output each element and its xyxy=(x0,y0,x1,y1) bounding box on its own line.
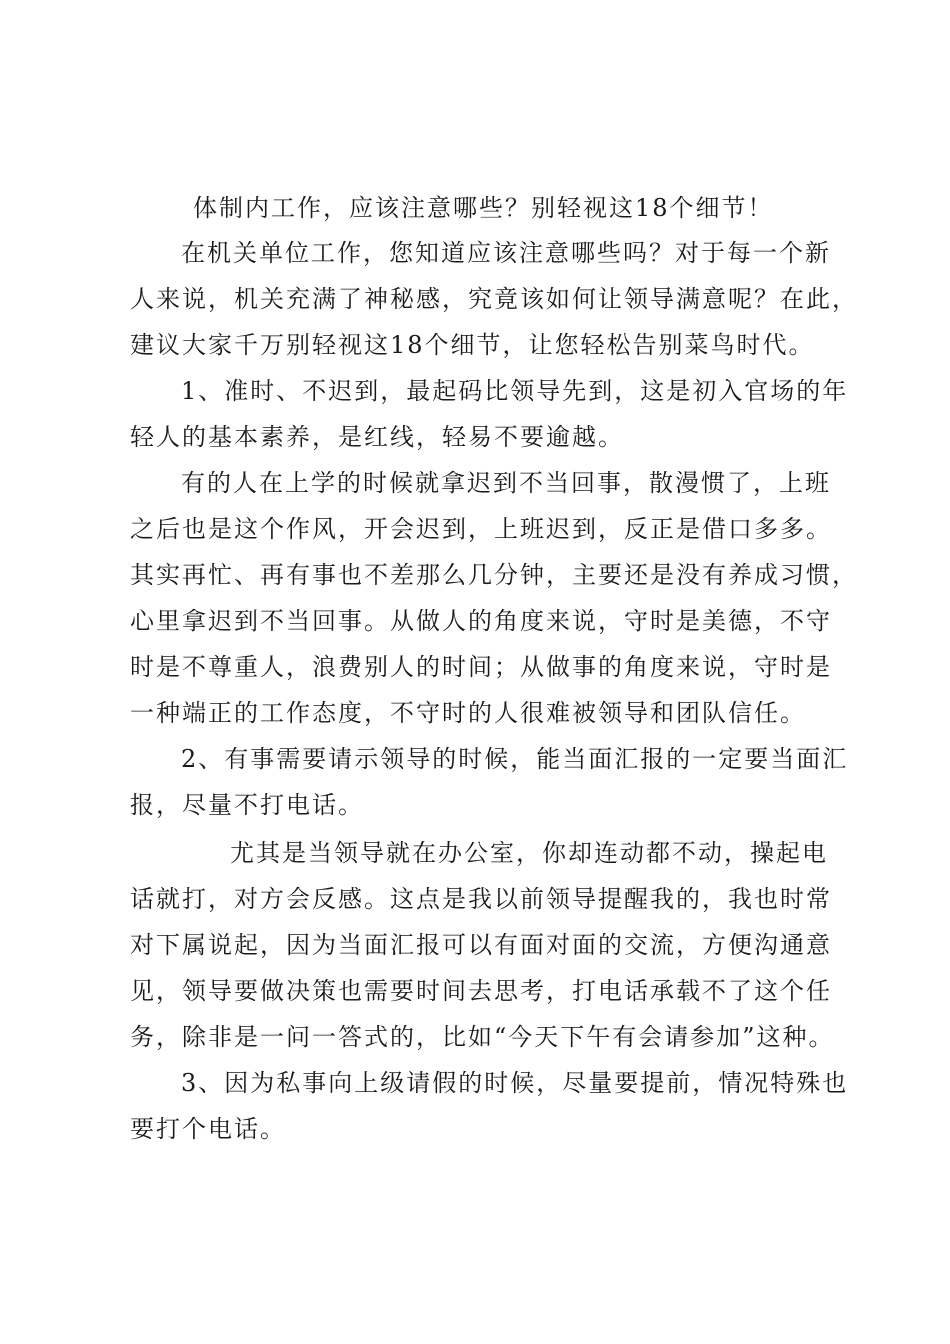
paragraph-line: 有的人在上学的时候就拿迟到不当回事，散漫惯了，上班 xyxy=(181,469,831,497)
paragraph-line: 尤其是当领导就在办公室，你却连动都不动，操起电 xyxy=(230,839,828,867)
paragraph-line: 在机关单位工作，您知道应该注意哪些吗？对于每一个新 xyxy=(181,239,831,267)
paragraph-line: 人来说，机关充满了神秘感，究竟该如何让领导满意呢？在此， xyxy=(130,285,858,313)
paragraph-line: 2、有事需要请示领导的时候，能当面汇报的一定要当面汇 xyxy=(181,745,849,773)
paragraph-line: 建议大家千万别轻视这18个细节，让您轻松告别菜鸟时代。 xyxy=(130,331,815,359)
paragraph-line: 见，领导要做决策也需要时间去思考，打电话承载不了这个任 xyxy=(130,977,832,1005)
paragraph-line: 话就打，对方会反感。这点是我以前领导提醒我的，我也时常 xyxy=(130,885,832,913)
paragraph-line: 要打个电话。 xyxy=(130,1115,286,1143)
paragraph-line: 对下属说起，因为当面汇报可以有面对面的交流，方便沟通意 xyxy=(130,931,832,959)
paragraph-line: 1、准时、不迟到，最起码比领导先到，这是初入官场的年 xyxy=(181,377,849,405)
paragraph-line: 轻人的基本素养，是红线，轻易不要逾越。 xyxy=(130,423,624,451)
paragraph-line: 3、因为私事向上级请假的时候，尽量要提前，情况特殊也 xyxy=(181,1069,849,1097)
paragraph-line: 之后也是这个作风，开会迟到，上班迟到，反正是借口多多。 xyxy=(130,515,832,543)
paragraph-line: 一种端正的工作态度，不守时的人很难被领导和团队信任。 xyxy=(130,699,806,727)
paragraph-line: 务，除非是一问一答式的，比如“今天下午有会请参加”这种。 xyxy=(130,1023,835,1051)
paragraph-line: 时是不尊重人，浪费别人的时间；从做事的角度来说，守时是 xyxy=(130,653,832,681)
paragraph-line: 其实再忙、再有事也不差那么几分钟，主要还是没有养成习惯， xyxy=(130,561,858,589)
paragraph-line: 心里拿迟到不当回事。从做人的角度来说，守时是美德，不守 xyxy=(130,607,832,635)
paragraph-line: 报，尽量不打电话。 xyxy=(130,791,364,819)
document-title: 体制内工作，应该注意哪些？别轻视这18个细节！ xyxy=(193,194,774,222)
